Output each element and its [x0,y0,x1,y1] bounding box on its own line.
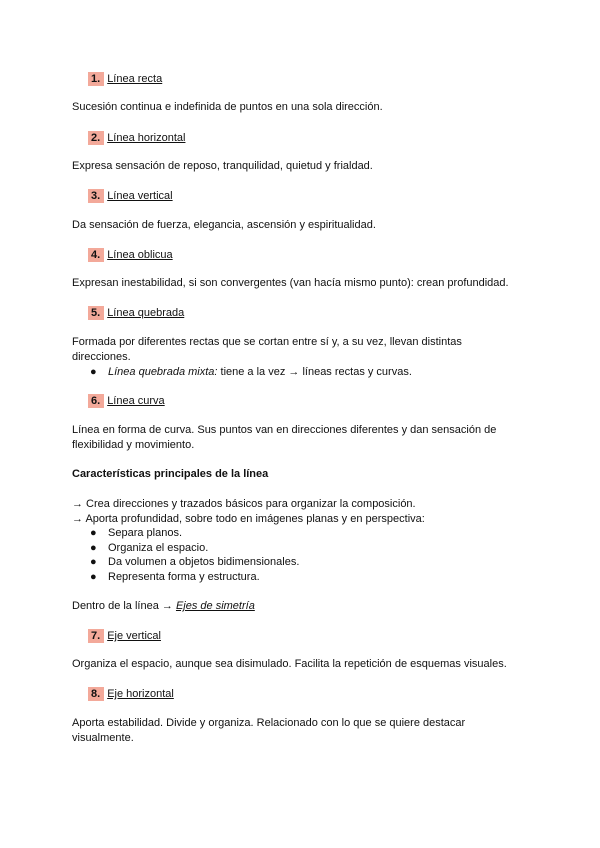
symmetry-prefix: Dentro de la línea → [72,600,176,612]
heading-number: 7. [88,629,104,643]
paragraph: Organiza el espacio, aunque sea disimulado. Facilita la repetición de esquemas visuales. [72,658,507,670]
heading-eje-horizontal [88,687,174,701]
paragraph: Expresa sensación de reposo, tranquilidad, quietud y frialdad. [72,160,373,172]
bullet-icon: ● [90,542,97,554]
bullet-icon: ● [90,556,97,568]
heading-title: Línea oblicua [107,249,173,261]
heading-eje-vertical [88,629,161,643]
symmetry-line [72,599,255,614]
list-item-emphasis: Línea quebrada mixta: [108,366,218,378]
heading-number: 4. [88,248,104,262]
heading-number: 3. [88,189,104,203]
heading-number: 5. [88,306,104,320]
heading-linea-horizontal [88,131,185,145]
list-item [90,526,182,541]
heading-title: Línea recta [107,73,163,85]
heading-number: 6. [88,394,104,408]
list-item-text: Organiza el espacio. [108,542,209,554]
heading-number: 2. [88,131,104,145]
heading-linea-recta [88,72,162,86]
list-item-text: Da volumen a objetos bidimensionales. [108,556,300,568]
list-item [90,541,208,556]
heading-title: Línea horizontal [107,132,186,144]
paragraph-line: Línea en forma de curva. Sus puntos van en direcciones diferentes y dan sensación de [72,424,497,436]
bullet-icon: ● [90,571,97,583]
heading-title: Línea vertical [107,190,173,202]
paragraph: Sucesión continua e indefinida de puntos en una sola dirección. [72,101,383,113]
paragraph-line: Formada por diferentes rectas que se cortan entre sí y, a su vez, llevan distintas [72,336,462,348]
heading-title: Eje vertical [107,630,161,642]
heading-linea-oblicua [88,248,173,262]
heading-title: Línea quebrada [107,307,185,319]
symmetry-link[interactable]: Ejes de simetría [175,600,255,612]
paragraph-line: Aporta estabilidad. Divide y organiza. Relacionado con lo que se quiere destacar [72,717,466,729]
paragraph-line: visualmente. [72,732,134,744]
paragraph: Da sensación de fuerza, elegancia, ascensión y espiritualidad. [72,219,376,231]
bullet-icon: ● [90,366,97,378]
heading-title: Línea curva [107,395,165,407]
section-heading: Características principales de la línea [72,468,269,480]
heading-linea-curva [88,394,165,408]
heading-title: Eje horizontal [107,688,174,700]
heading-number: 8. [88,687,104,701]
paragraph: Expresan inestabilidad, si son convergentes (van hacía mismo punto): crean profundidad. [72,277,509,289]
list-item-text: Separa planos. [108,527,182,539]
arrow-line: → Crea direcciones y trazados básicos para organizar la composición. [72,498,416,510]
bullet-icon: ● [90,527,97,539]
paragraph-line: flexibilidad y movimiento. [72,439,195,451]
heading-linea-vertical [88,189,173,203]
list-item [90,555,299,570]
paragraph-line: direcciones. [72,351,131,363]
list-item [90,365,412,380]
arrow-line: → Aporta profundidad, sobre todo en imágenes planas y en perspectiva: [72,513,425,525]
heading-number: 1. [88,72,104,86]
list-item [90,570,260,585]
list-item-text: Representa forma y estructura. [108,571,260,583]
heading-linea-quebrada [88,306,184,320]
list-item-text: tiene a la vez → líneas rectas y curvas. [217,366,412,378]
